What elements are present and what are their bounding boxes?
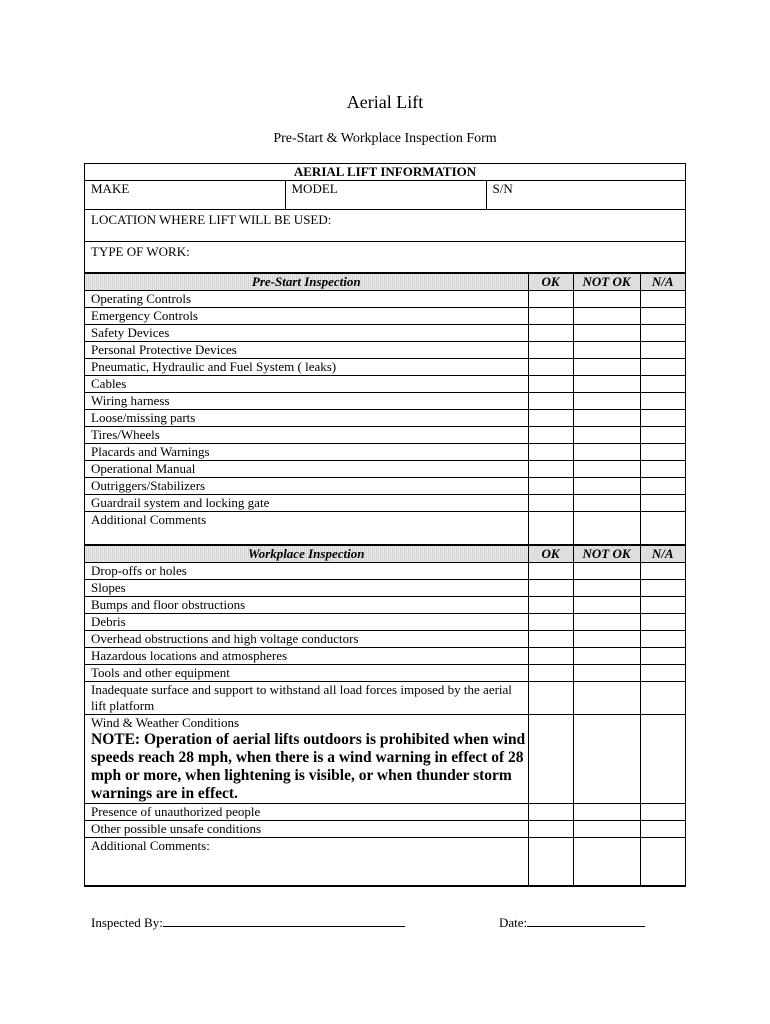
workplace-checkbox-not-ok[interactable] — [573, 614, 640, 631]
prestart-row — [85, 427, 685, 444]
workplace-col-ok: OK — [528, 546, 573, 563]
prestart-item-label — [85, 478, 528, 495]
prestart-checkbox-ok[interactable] — [528, 359, 573, 376]
prestart-item-label — [85, 308, 528, 325]
prestart-item-text: Loose/missing parts — [91, 410, 196, 425]
workplace-checkbox-ok[interactable] — [528, 614, 573, 631]
prestart-checkbox-ok[interactable] — [528, 325, 573, 342]
workplace-row — [85, 631, 685, 648]
prestart-checkbox-ok[interactable] — [528, 461, 573, 478]
inspected-by-label: Inspected By: — [91, 915, 163, 930]
prestart-inspection-table — [85, 273, 685, 545]
workplace-item-label — [85, 597, 528, 614]
workplace-checkbox-ok[interactable] — [528, 838, 573, 886]
workplace-item-label — [85, 838, 528, 886]
inspection-form — [84, 163, 686, 887]
workplace-checkbox-ok[interactable] — [528, 804, 573, 821]
prestart-item-label — [85, 393, 528, 410]
prestart-checkbox-na[interactable] — [640, 478, 685, 495]
prestart-row — [85, 291, 685, 308]
prestart-item-text: Emergency Controls — [91, 308, 198, 323]
workplace-item-text: Other possible unsafe conditions — [91, 821, 262, 836]
workplace-row — [85, 648, 685, 665]
workplace-item-label — [85, 631, 528, 648]
workplace-checkbox-na[interactable] — [640, 563, 685, 580]
prestart-checkbox-not-ok[interactable] — [573, 376, 640, 393]
prestart-item-label — [85, 359, 528, 376]
prestart-item-text: Pneumatic, Hydraulic and Fuel System ( leaks) — [91, 359, 337, 374]
prestart-item-label — [85, 410, 528, 427]
prestart-col-ok: OK — [528, 274, 573, 291]
workplace-item-label — [85, 804, 528, 821]
prestart-col-not-ok: NOT OK — [573, 274, 640, 291]
prestart-item-label — [85, 342, 528, 359]
prestart-row — [85, 495, 685, 512]
workplace-item-text: Slopes — [91, 580, 126, 595]
workplace-checkbox-not-ok[interactable] — [573, 821, 640, 838]
workplace-checkbox-ok[interactable] — [528, 682, 573, 715]
workplace-col-na: N/A — [640, 546, 685, 563]
prestart-checkbox-ok[interactable] — [528, 478, 573, 495]
workplace-item-label — [85, 682, 528, 715]
workplace-checkbox-not-ok[interactable] — [573, 580, 640, 597]
prestart-checkbox-not-ok[interactable] — [573, 444, 640, 461]
workplace-checkbox-ok[interactable] — [528, 648, 573, 665]
prestart-item-text: Tires/Wheels — [91, 427, 160, 442]
prestart-item-text: Cables — [91, 376, 127, 391]
make-field[interactable]: MAKE — [85, 181, 285, 210]
serial-number-field[interactable]: S/N — [486, 181, 685, 210]
prestart-checkbox-na[interactable] — [640, 461, 685, 478]
workplace-checkbox-na[interactable] — [640, 597, 685, 614]
workplace-checkbox-na[interactable] — [640, 580, 685, 597]
workplace-item-text: Bumps and floor obstructions — [91, 597, 246, 612]
prestart-item-text: Guardrail system and locking gate — [91, 495, 270, 510]
workplace-checkbox-not-ok[interactable] — [573, 804, 640, 821]
workplace-row — [85, 838, 685, 886]
workplace-checkbox-not-ok[interactable] — [573, 648, 640, 665]
prestart-checkbox-not-ok[interactable] — [573, 512, 640, 545]
prestart-item-text: Wiring harness — [91, 393, 170, 408]
workplace-checkbox-not-ok[interactable] — [573, 838, 640, 886]
prestart-row — [85, 478, 685, 495]
workplace-checkbox-na[interactable] — [640, 682, 685, 715]
prestart-checkbox-na[interactable] — [640, 342, 685, 359]
workplace-row — [85, 563, 685, 580]
prestart-row — [85, 444, 685, 461]
date-signature[interactable] — [499, 914, 645, 931]
prestart-checkbox-na[interactable] — [640, 291, 685, 308]
prestart-item-text: Safety Devices — [91, 325, 170, 340]
workplace-item-text: Presence of unauthorized people — [91, 804, 261, 819]
prestart-checkbox-na[interactable] — [640, 427, 685, 444]
prestart-item-label — [85, 291, 528, 308]
workplace-item-text: Tools and other equipment — [91, 665, 230, 680]
workplace-inspection-table — [85, 545, 685, 886]
workplace-checkbox-not-ok[interactable] — [573, 682, 640, 715]
workplace-checkbox-ok[interactable] — [528, 631, 573, 648]
workplace-item-label — [85, 648, 528, 665]
workplace-col-not-ok: NOT OK — [573, 546, 640, 563]
prestart-checkbox-not-ok[interactable] — [573, 308, 640, 325]
prestart-row — [85, 376, 685, 393]
prestart-item-label — [85, 495, 528, 512]
prestart-checkbox-ok[interactable] — [528, 427, 573, 444]
prestart-checkbox-ok[interactable] — [528, 512, 573, 545]
prestart-item-text: Personal Protective Devices — [91, 342, 237, 357]
prestart-heading: Pre-Start Inspection — [85, 274, 528, 291]
inspected-by-signature[interactable] — [91, 914, 405, 931]
prestart-row — [85, 342, 685, 359]
workplace-checkbox-na[interactable] — [640, 614, 685, 631]
form-subtitle: Pre-Start & Workplace Inspection Form — [273, 131, 497, 146]
workplace-item-text: Debris — [91, 614, 126, 629]
workplace-item-text: Hazardous locations and atmospheres — [91, 648, 288, 663]
workplace-row — [85, 804, 685, 821]
prestart-row — [85, 308, 685, 325]
workplace-checkbox-ok[interactable] — [528, 563, 573, 580]
prestart-checkbox-ok[interactable] — [528, 291, 573, 308]
prestart-item-text: Placards and Warnings — [91, 444, 210, 459]
prestart-checkbox-na[interactable] — [640, 325, 685, 342]
prestart-col-na: N/A — [640, 274, 685, 291]
prestart-checkbox-ok[interactable] — [528, 410, 573, 427]
workplace-checkbox-not-ok[interactable] — [573, 715, 640, 804]
prestart-checkbox-ok[interactable] — [528, 495, 573, 512]
prestart-checkbox-not-ok[interactable] — [573, 478, 640, 495]
inspected-by-line[interactable] — [163, 914, 405, 927]
prestart-checkbox-ok[interactable] — [528, 393, 573, 410]
workplace-row — [85, 715, 685, 804]
workplace-checkbox-ok[interactable] — [528, 715, 573, 804]
workplace-item-text: Inadequate surface and support to withstand all load forces imposed by the aerial lift platform — [91, 682, 512, 713]
lift-info-heading: AERIAL LIFT INFORMATION — [293, 164, 477, 179]
date-line[interactable] — [527, 914, 645, 927]
lift-information-table — [85, 164, 685, 273]
prestart-checkbox-na[interactable] — [640, 308, 685, 325]
prestart-item-text: Additional Comments — [91, 512, 207, 527]
workplace-item-text: Additional Comments: — [91, 838, 210, 853]
workplace-checkbox-not-ok[interactable] — [573, 563, 640, 580]
prestart-checkbox-not-ok[interactable] — [573, 461, 640, 478]
workplace-item-label — [85, 821, 528, 838]
workplace-item-text: Overhead obstructions and high voltage conductors — [91, 631, 359, 646]
prestart-checkbox-ok[interactable] — [528, 444, 573, 461]
prestart-row — [85, 512, 685, 545]
prestart-checkbox-na[interactable] — [640, 410, 685, 427]
prestart-checkbox-not-ok[interactable] — [573, 359, 640, 376]
prestart-checkbox-not-ok[interactable] — [573, 325, 640, 342]
prestart-checkbox-not-ok[interactable] — [573, 393, 640, 410]
prestart-checkbox-na[interactable] — [640, 376, 685, 393]
workplace-checkbox-not-ok[interactable] — [573, 597, 640, 614]
prestart-row — [85, 393, 685, 410]
prestart-item-label — [85, 512, 528, 545]
workplace-item-label — [85, 563, 528, 580]
prestart-item-text: Operating Controls — [91, 291, 192, 306]
prestart-checkbox-ok[interactable] — [528, 342, 573, 359]
prestart-checkbox-na[interactable] — [640, 444, 685, 461]
prestart-checkbox-ok[interactable] — [528, 308, 573, 325]
prestart-checkbox-na[interactable] — [640, 512, 685, 545]
workplace-item-text: Wind & Weather Conditions — [91, 715, 240, 730]
prestart-item-label — [85, 461, 528, 478]
workplace-checkbox-ok[interactable] — [528, 597, 573, 614]
form-title: Aerial Lift — [346, 92, 424, 112]
prestart-checkbox-na[interactable] — [640, 393, 685, 410]
prestart-checkbox-not-ok[interactable] — [573, 342, 640, 359]
type-of-work-field[interactable]: TYPE OF WORK: — [85, 242, 685, 273]
prestart-checkbox-not-ok[interactable] — [573, 495, 640, 512]
prestart-item-label — [85, 325, 528, 342]
workplace-checkbox-na[interactable] — [640, 631, 685, 648]
workplace-checkbox-na[interactable] — [640, 715, 685, 804]
prestart-checkbox-not-ok[interactable] — [573, 427, 640, 444]
workplace-item-label — [85, 580, 528, 597]
workplace-heading: Workplace Inspection — [85, 546, 528, 563]
model-field[interactable]: MODEL — [285, 181, 486, 210]
prestart-row — [85, 461, 685, 478]
workplace-row — [85, 682, 685, 715]
workplace-checkbox-na[interactable] — [640, 821, 685, 838]
prestart-checkbox-not-ok[interactable] — [573, 410, 640, 427]
workplace-item-label — [85, 715, 528, 804]
workplace-row — [85, 580, 685, 597]
workplace-checkbox-ok[interactable] — [528, 665, 573, 682]
prestart-checkbox-not-ok[interactable] — [573, 291, 640, 308]
prestart-checkbox-ok[interactable] — [528, 376, 573, 393]
wind-warning-note: NOTE: Operation of aerial lifts outdoors is prohibited when wind speeds reach 28 mph, when there is a wind warning in effect of 28 mph or more, when lightening is visible, or when thunder storm warnings are in effect. — [91, 731, 526, 802]
workplace-item-text: Drop-offs or holes — [91, 563, 187, 578]
prestart-row — [85, 410, 685, 427]
workplace-checkbox-na[interactable] — [640, 838, 685, 886]
workplace-checkbox-not-ok[interactable] — [573, 665, 640, 682]
workplace-checkbox-na[interactable] — [640, 665, 685, 682]
prestart-item-label — [85, 427, 528, 444]
workplace-checkbox-ok[interactable] — [528, 821, 573, 838]
prestart-row — [85, 359, 685, 376]
prestart-checkbox-na[interactable] — [640, 359, 685, 376]
workplace-checkbox-na[interactable] — [640, 648, 685, 665]
prestart-item-text: Outriggers/Stabilizers — [91, 478, 206, 493]
prestart-item-label — [85, 376, 528, 393]
workplace-row — [85, 597, 685, 614]
location-field[interactable]: LOCATION WHERE LIFT WILL BE USED: — [85, 210, 685, 242]
workplace-item-label — [85, 665, 528, 682]
workplace-checkbox-not-ok[interactable] — [573, 631, 640, 648]
workplace-row — [85, 614, 685, 631]
workplace-row — [85, 665, 685, 682]
workplace-checkbox-na[interactable] — [640, 804, 685, 821]
prestart-checkbox-na[interactable] — [640, 495, 685, 512]
workplace-row — [85, 821, 685, 838]
prestart-item-label — [85, 444, 528, 461]
date-label: Date: — [499, 915, 528, 930]
prestart-item-text: Operational Manual — [91, 461, 196, 476]
workplace-item-label — [85, 614, 528, 631]
workplace-checkbox-ok[interactable] — [528, 580, 573, 597]
prestart-row — [85, 325, 685, 342]
